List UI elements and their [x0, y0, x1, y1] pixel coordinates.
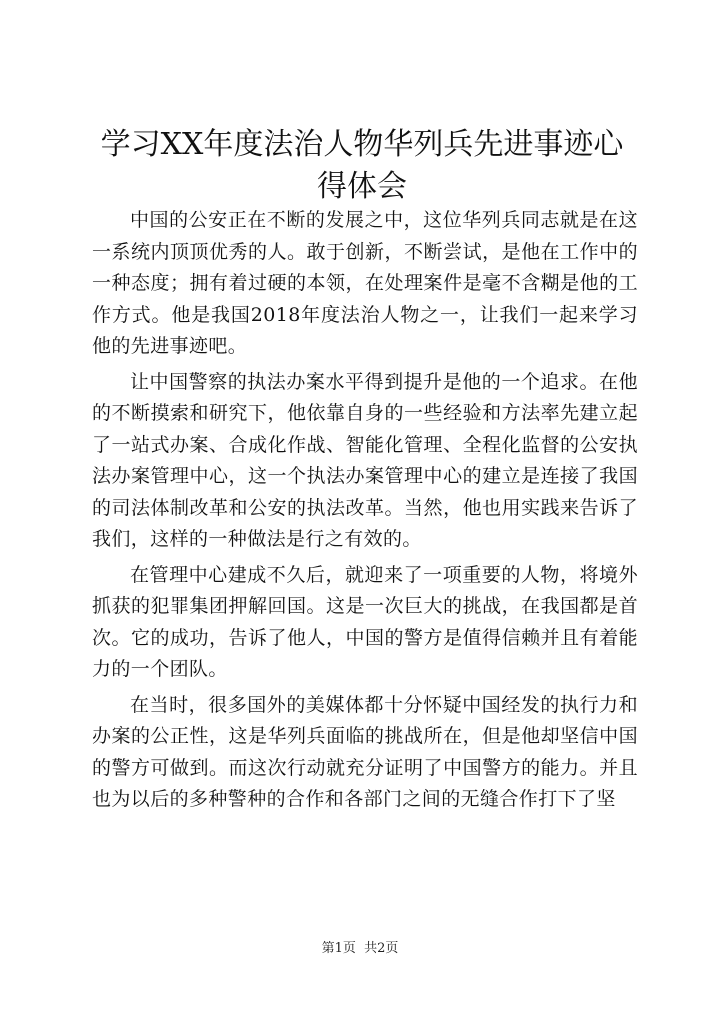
- paragraph-4: 在当时，很多国外的美媒体都十分怀疑中国经发的执行力和办案的公正性，这是华列兵面临的挑战所在，但是他却坚信中国的警方可做到。而这次行动就充分证明了中国警方的能力。并且也为以后的多种警种的合作和各部门之间的无缝合作打下了坚: [92, 693, 638, 810]
- paragraph-2: 让中国警察的执法办案水平得到提升是他的一个追求。在他的不断摸索和研究下，他依靠自身的一些经验和方法率先建立起了一站式办案、合成化作战、智能化管理、全程化监督的公安执法办案管理中心，这一个执法办案管理中心的建立是连接了我国的司法体制改革和公安的执法改革。当然，他也用实践来告诉了我们，这样的一种做法是行之有效的。: [92, 370, 638, 550]
- document-body: [92, 205, 638, 820]
- page-total: 共2页: [364, 941, 399, 956]
- paragraph-3: 在管理中心建成不久后，就迎来了一项重要的人物，将境外抓获的犯罪集团押解回国。这是一次巨大的挑战，在我国都是首次。它的成功，告诉了他人，中国的警方是值得信赖并且有着能力的一个团队。: [92, 563, 638, 680]
- document-title: 学习XX年度法治人物华列兵先进事迹心得体会: [100, 127, 624, 204]
- page-footer: [0, 940, 720, 958]
- paragraph-1: 中国的公安正在不断的发展之中，这位华列兵同志就是在这一系统内顶顶优秀的人。敢于创新，不断尝试，是他在工作中的一种态度；拥有着过硬的本领，在处理案件是毫不含糊是他的工作方式。他是我国2018年度法治人物之一，让我们一起来学习他的先进事迹吧。: [92, 209, 638, 357]
- page-number: 第1页: [321, 941, 356, 956]
